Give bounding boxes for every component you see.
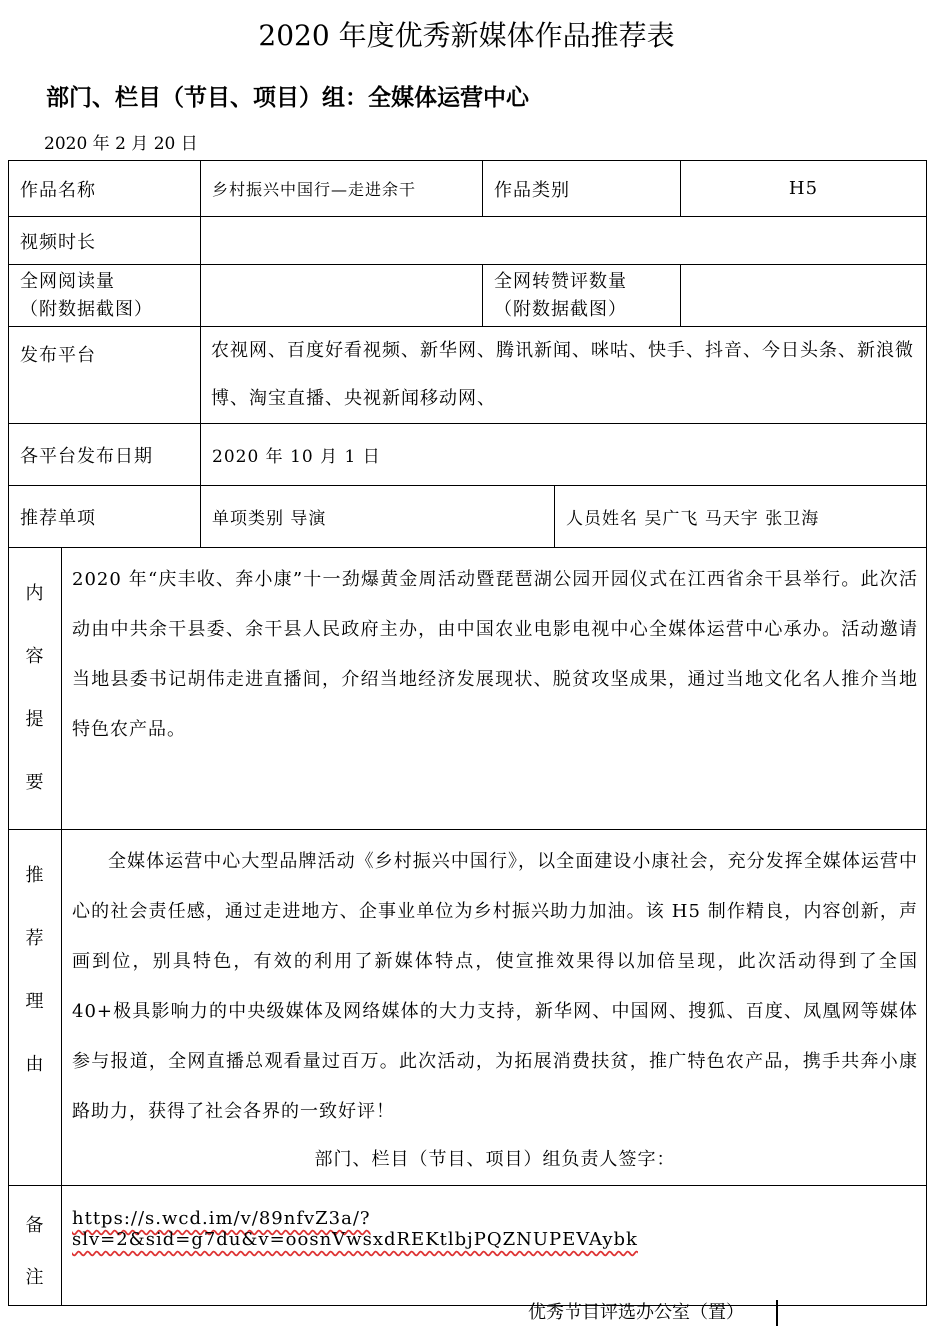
row-reads	[9, 265, 927, 327]
work-type-value: H5	[681, 161, 927, 217]
shares-label	[483, 265, 681, 327]
people-value: 人员姓名 吴广飞 马天宇 张卫海	[555, 486, 927, 548]
summary-label-char: 内	[25, 583, 45, 604]
reason-cell	[62, 830, 927, 1186]
platforms-value: 农视网、百度好看视频、新华网、腾讯新闻、咪咕、快手、抖音、今日头条、新浪微博、淘宝直播、央视新闻移动网、	[201, 327, 927, 424]
reason-label	[9, 830, 62, 1186]
row-summary	[9, 548, 927, 830]
page-title: 2020 年度优秀新媒体作品推荐表	[258, 19, 675, 52]
row-platforms	[9, 327, 927, 424]
row-recommend	[9, 486, 927, 548]
shares-value	[681, 265, 927, 327]
recommendation-table	[8, 160, 927, 1306]
row-reason	[9, 830, 927, 1186]
row-duration	[9, 217, 927, 265]
row-pubdate	[9, 424, 927, 486]
note-label-char: 注	[25, 1267, 45, 1288]
row-work-name	[9, 161, 927, 217]
reason-text: 全媒体运营中心大型品牌活动《乡村振兴中国行》，以全面建设小康社会，充分发挥全媒体运营中心的社会责任感，通过走进地方、企事业单位为乡村振兴助力加油。该 H5 制作精良，内容创新，声画到位，别具特色，有效的利用了新媒体特点，使宣推效果得以加倍呈现，此次活动得到了全国 40+极具影响力的中央级媒体及网络媒体的大力支持，新华网、中国网、搜狐、百度、凤凰网等媒体参与报道，全网直播总观看量过百万。此次活动，为拓展消费扶贫，推广特色农产品，携手共奔小康路助力，获得了社会各界的一致好评！	[72, 851, 918, 1122]
reads-label-line1: 全网阅读量	[20, 270, 115, 292]
reason-label-char: 推	[25, 865, 45, 886]
summary-label-char: 容	[25, 646, 45, 667]
reason-label-char: 理	[25, 991, 45, 1012]
signature-line: 部门、栏目（节目、项目）组负责人签字：	[314, 1149, 676, 1170]
pubdate-value: 2020 年 10 月 1 日	[201, 424, 927, 486]
note-label-char: 备	[25, 1215, 45, 1236]
item-type-value: 单项类别 导演	[201, 486, 555, 548]
reason-label-char: 由	[25, 1054, 45, 1075]
summary-text: 2020 年“庆丰收、奔小康”十一劲爆黄金周活动暨琵琶湖公园开园仪式在江西省余干县举行。此次活动由中共余干县委、余干县人民政府主办，由中国农业电影电视中心全媒体运营中心承办。活动邀请当地县委书记胡伟走进直播间，介绍当地经济发展现状、脱贫攻坚成果，通过当地文化名人推介当地特色农产品。	[62, 548, 927, 830]
duration-label: 视频时长	[9, 217, 201, 265]
work-type-label: 作品类别	[483, 161, 681, 217]
form-date: 2020 年 2 月 20 日	[44, 134, 198, 154]
reason-label-char: 荐	[25, 928, 45, 949]
duration-value	[201, 217, 927, 265]
platform-label: 发布平台	[9, 327, 201, 424]
note-cell	[62, 1186, 927, 1306]
summary-label-char: 提	[25, 709, 45, 730]
note-label	[9, 1186, 62, 1306]
summary-label-char: 要	[25, 772, 45, 793]
recommend-label: 推荐单项	[9, 486, 201, 548]
row-note	[9, 1186, 927, 1306]
reads-label-line2: （附数据截图）	[20, 298, 153, 320]
reads-label	[9, 265, 201, 327]
department-heading: 部门、栏目（节目、项目）组：全媒体运营中心	[46, 84, 529, 111]
summary-label	[9, 548, 62, 830]
office-stamp-text: 优秀节目评选办公室（置）	[528, 1302, 744, 1323]
text-cursor	[776, 1300, 778, 1326]
work-name-value: 乡村振兴中国行—走进余干	[201, 161, 483, 217]
pubdate-label: 各平台发布日期	[9, 424, 201, 486]
shares-label-line1: 全网转赞评数量	[494, 270, 627, 292]
shares-label-line2: （附数据截图）	[494, 298, 627, 320]
reads-value	[201, 265, 483, 327]
note-link[interactable]: https://s.wcd.im/v/89nfvZ3a/?slv=2&sid=g7du&v=oosnVwsxdREKtlbjPQZNUPEVAybk	[72, 1208, 638, 1250]
work-name-label: 作品名称	[9, 161, 201, 217]
